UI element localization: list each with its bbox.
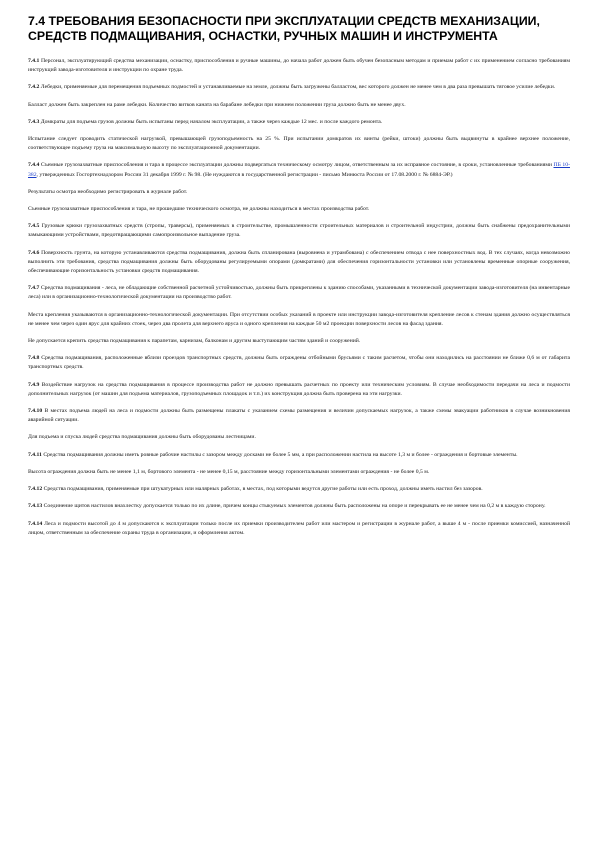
paragraph — [28, 407, 570, 425]
paragraph — [28, 337, 570, 346]
paragraph — [28, 188, 570, 197]
paragraph-text: Не допускается крепить средства подмащивания к парапетам, карнизам, балконам и другим выступающим частям зданий и сооружений. — [28, 338, 361, 345]
paragraph — [28, 161, 570, 179]
paragraph — [28, 135, 570, 153]
paragraph — [28, 381, 570, 399]
paragraph — [28, 468, 570, 477]
clause-number: 7.4.11 — [28, 451, 42, 458]
clause-number: 7.4.6 — [28, 249, 40, 256]
paragraph-text: Воздействие нагрузок на средства подмащивания в процессе производства работ не должно превышать расчетных по проекту или техническим условиям. В случае необходимости передачи на леса и подмости дополнительных нагрузок (от машин для подъема материалов, грузоподъемных площадок и т.п.) их конструкция должна быть проверена на эти нагрузки. — [28, 381, 571, 397]
clause-number: 7.4.5 — [28, 223, 40, 230]
paragraph — [28, 118, 570, 127]
paragraph-text: Балласт должен быть закреплен на раме лебедки. Количество витков каната на барабане лебедки при нижнем положении груза должно быть не менее двух. — [28, 101, 406, 108]
paragraph-text: Средства подмащивания должны иметь ровные рабочие настилы с зазором между досками не более 5 мм, а при расположении настила на высоте 1,3 м и более - ограждения и бортовые элементы. — [43, 451, 518, 458]
clause-number: 7.4.10 — [28, 408, 43, 415]
page-title: 7.4 ТРЕБОВАНИЯ БЕЗОПАСНОСТИ ПРИ ЭКСПЛУАТАЦИИ СРЕДСТВ МЕХАНИЗАЦИИ, СРЕДСТВ ПОДМАЩИВАНИЯ, ОСНАСТКИ, РУЧНЫХ МАШИН И ИНСТРУМЕНТА — [28, 14, 540, 43]
paragraph-text: Результаты осмотра необходимо регистрировать в журнале работ. — [28, 188, 188, 195]
paragraph-text: Для подъема и спуска людей средства подмащивания должны быть оборудованы лестницами. — [28, 434, 256, 441]
paragraph-text: Средства подмащивания, применяемые при штукатурных или малярных работах, в местах, под которыми ведутся другие работы или есть проход, должны иметь настил без зазоров. — [43, 486, 483, 493]
paragraph — [28, 433, 570, 442]
paragraph-text: Места крепления указываются в организационно-технологической документации. При отсутствии особых указаний в проекте или инструкции завода-изготовителя крепление лесов к стенам здания должно осуществляться не менее чем через один ярус для крайних стоек, через два пролета для верхнего яруса и одного крепления на каждые 50 м2 проекции поверхности лесов на фасад здания. — [28, 311, 570, 327]
paragraph — [28, 354, 570, 372]
paragraph — [28, 83, 570, 92]
paragraph-text: Лебедки, применяемые для перемещения подъемных подмостей и устанавливаемые на земле, должны быть загружены балластом, вес которого должен не менее чем в два раза превышать тяговое усилие лебедки. — [40, 84, 556, 91]
clause-number: 7.4.14 — [28, 520, 43, 527]
paragraph — [28, 502, 570, 511]
clause-number: 7.4.1 — [28, 58, 40, 64]
clause-number: 7.4.8 — [28, 355, 40, 362]
clause-number: 7.4.2 — [28, 84, 40, 91]
paragraph-text: Леса и подмости высотой до 4 м допускаются к эксплуатации только после их приемки производителем работ или мастером и регистрации в журнале работ, а выше 4 м - после приемки комиссией, назначенной лицом, ответственным за обеспечение охраны труда в организации, и оформления актом. — [28, 520, 570, 536]
paragraph — [28, 205, 570, 214]
document-page — [28, 14, 570, 546]
paragraph-text: Соединение щитов настилов внахлестку допускается только по их длине, причем концы стыкуемых элементов должны быть расположены на опоре и перекрывать ее не менее чем на 0,2 м в каждую сторону. — [43, 503, 546, 510]
clause-number: 7.4.12 — [28, 486, 43, 493]
paragraph — [28, 284, 570, 302]
document-body — [28, 57, 570, 538]
document-link[interactable]: ПБ 10-382 — [28, 162, 570, 178]
paragraph — [28, 222, 570, 240]
paragraph-text: Испытание следует проводить статической нагрузкой, превышающей грузоподъемность на 25 %. При испытании домкратов их винты (рейки, штоки) должны быть выдвинуты в крайнее верхнее положение, соответствующее подъему груза на максимальную высоту по эксплуатационной документации. — [28, 136, 570, 152]
paragraph-text: Съемные грузозахватные приспособления и тара в процессе эксплуатации должны подвергаться техническому осмотру лицом, ответственным за их исправное состояние, в сроки, установленные требованиями — [40, 162, 554, 169]
paragraph-text: Грузовые крюки грузозахватных средств (стропы, траверсы), применяемых в строительстве, промышленности строительных материалов и строительной индустрии, должны быть снабжены предохранительными замыкающими устройствами, предотвращающими самопроизвольное выпадение груза. — [28, 223, 571, 239]
paragraph-text: Высота ограждения должна быть не менее 1,1 м, бортового элемента - не менее 0,15 м, расстояние между горизонтальными элементами ограждения - не более 0,5 м. — [28, 468, 430, 475]
paragraph — [28, 57, 570, 75]
paragraph — [28, 101, 570, 110]
paragraph — [28, 249, 570, 277]
paragraph — [28, 451, 570, 460]
paragraph-text: В местах подъема людей на леса и подмости должны быть размещены плакаты с указанием схемы размещения и величин допускаемых нагрузок, а также схемы эвакуации работников в случае возникновения аварийной ситуации. — [28, 408, 570, 424]
clause-number: 7.4.4 — [28, 162, 40, 169]
paragraph — [28, 485, 570, 494]
paragraph-text: Персонал, эксплуатирующий средства механизации, оснастку, приспособления и ручные машины, до начала работ должен быть обучен безопасным методам и приемам работ с их применением согласно требованиям инструкций завода-изготовителя и инструкции по охране труда. — [28, 58, 570, 74]
paragraph-text-continued: , утвержденных Госгортехнадзором России 31 декабря 1999 г. № 98. (Не нуждаются в государственной регистрации - письмо Минюста России от 17.08.2000 г. № 6884-ЭР.) — [36, 171, 453, 178]
clause-number: 7.4.9 — [28, 381, 40, 388]
paragraph — [28, 311, 570, 329]
clause-number: 7.4.7 — [28, 285, 40, 292]
clause-number: 7.4.3 — [28, 118, 40, 125]
paragraph — [28, 520, 570, 538]
clause-number: 7.4.13 — [28, 503, 43, 510]
paragraph-text: Поверхность грунта, на которую устанавливаются средства подмащивания, должна быть спланирована (выровнена и утрамбована) с обеспечением отвода с нее поверхностных вод. В тех случаях, когда невозможно выполнить эти требования, средства подмащивания должны быть оборудованы регулируемыми опорами (домкратами) для обеспечения горизонтальности установки или установлены временные опорные сооружения, обеспечивающие горизонтальность установки средств подмащивания. — [28, 249, 570, 275]
paragraph-text: Средства подмащивания - леса, не обладающие собственной расчетной устойчивостью, должны быть прикреплены к зданию способами, указанными в технической документации завода-изготовителя (на инвентарные леса) или в организационно-технологической документации на производство работ. — [28, 285, 571, 301]
paragraph-text: Средства подмащивания, расположенные вблизи проездов транспортных средств, должны быть ограждены отбойными брусьями с таким расчетом, чтобы они находились на расстоянии не ближе 0,6 м от габарита транспортных средств. — [28, 355, 570, 371]
paragraph-text: Домкраты для подъема грузов должны быть испытаны перед началом эксплуатации, а также через каждые 12 мес. и после каждого ремонта. — [40, 118, 383, 125]
paragraph-text: Съемные грузозахватные приспособления и тара, не прошедшие технического осмотра, не должны находиться в местах производства работ. — [28, 206, 370, 213]
